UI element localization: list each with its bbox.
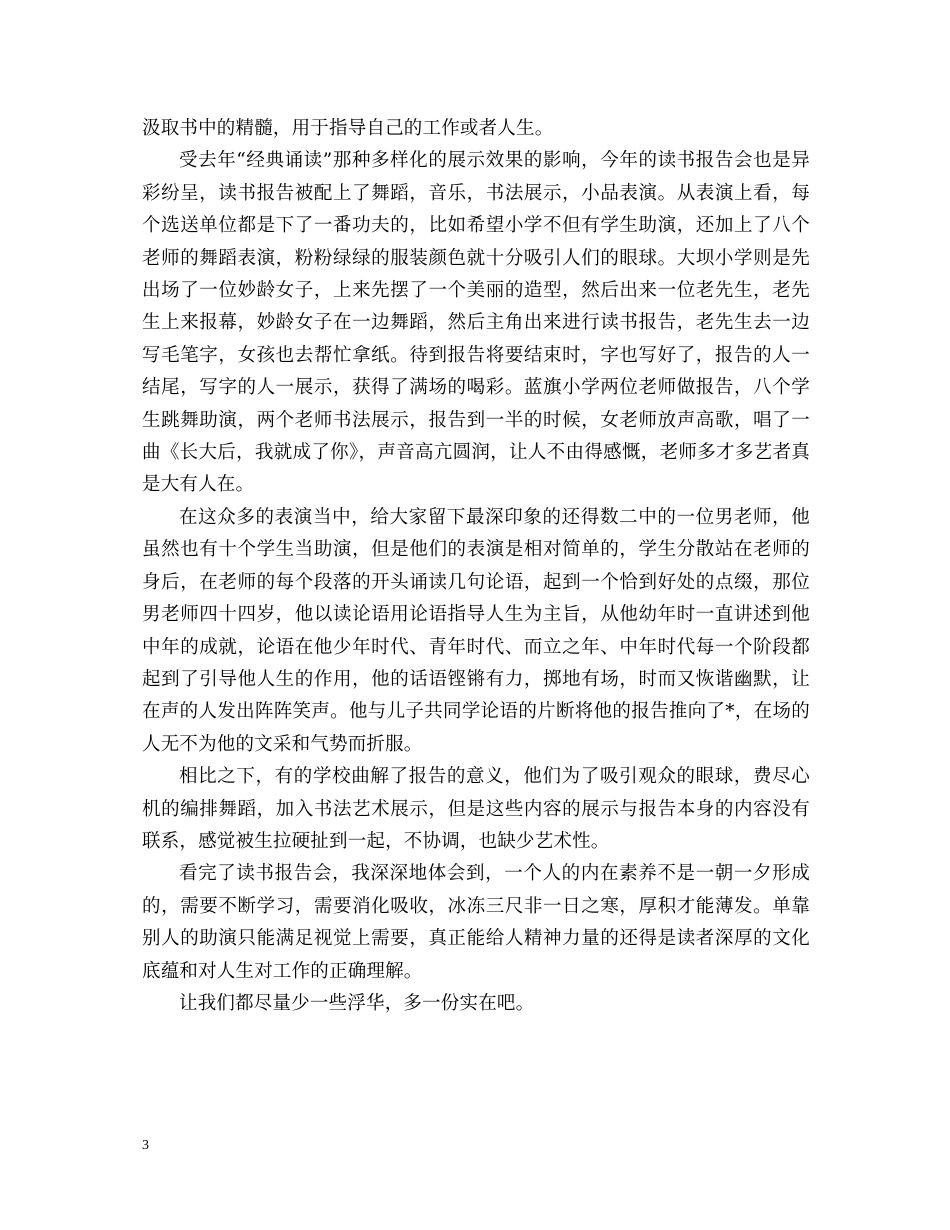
document-body [142, 113, 810, 1020]
paragraph-performances: 受去年“经典诵读”那种多样化的展示效果的影响，今年的读书报告会也是异彩纷呈，读书报告被配上了舞蹈，音乐，书法展示，小品表演。从表演上看，每个选送单位都是下了一番功夫的，比如希望小学不但有学生助演，还加上了八个老师的舞蹈表演，粉粉绿绿的服装颜色就十分吸引人们的眼球。大坝小学则是先出场了一位妙龄女子，上来先摆了一个美丽的造型，然后出来一位老先生，老先生上来报幕，妙龄女子在一边舞蹈，然后主角出来进行读书报告，老先生去一边写毛笔字，女孩也去帮忙拿纸。待到报告将要结束时，字也写好了，报告的人一结尾，写字的人一展示，获得了满场的喝彩。蓝旗小学两位老师做报告，八个学生跳舞助演，两个老师书法展示，报告到一半的时候，女老师放声高歌，唱了一曲《长大后，我就成了你》，声音高亢圆润，让人不由得感慨，老师多才多艺者真是大有人在。 [142, 150, 810, 496]
page-number: 3 [142, 1138, 149, 1153]
paragraph-continuation: 汲取书中的精髓，用于指导自己的工作或者人生。 [142, 118, 554, 139]
paragraph-male-teacher: 在这众多的表演当中，给大家留下最深印象的还得数二中的一位男老师，他虽然也有十个学生当助演，但是他们的表演是相对简单的，学生分散站在老师的身后，在老师的每个段落的开头诵读几句论语，起到一个恰到好处的点缀，那位男老师四十四岁，他以读论语用论语指导人生为主旨，从他幼年时一直讲述到他中年的成就，论语在他少年时代、青年时代、而立之年、中年时代每一个阶段都起到了引导他人生的作用，他的话语铿锵有力，掷地有场，时而又恢谐幽默，让在声的人发出阵阵笑声。他与儿子共同学论语的片断将他的报告推向了*，在场的人无不为他的文采和气势而折服。 [142, 506, 810, 755]
paragraph-conclusion: 让我们都尽量少一些浮华，多一份实在吧。 [179, 992, 535, 1014]
paragraph-reflection: 看完了读书报告会，我深深地体会到，一个人的内在素养不是一朝一夕形成的，需要不断学习，需要消化吸收，冰冻三尺非一日之寒，厚积才能薄发。单靠别人的助演只能满足视觉上需要，真正能给人精神力量的还得是读者深厚的文化底蕴和对人生对工作的正确理解。 [142, 863, 810, 982]
paragraph-comparison: 相比之下，有的学校曲解了报告的意义，他们为了吸引观众的眼球，费尽心机的编排舞蹈，加入书法艺术展示，但是这些内容的展示与报告本身的内容没有联系，感觉被生拉硬扯到一起，不协调，也缺少艺术性。 [142, 766, 810, 852]
